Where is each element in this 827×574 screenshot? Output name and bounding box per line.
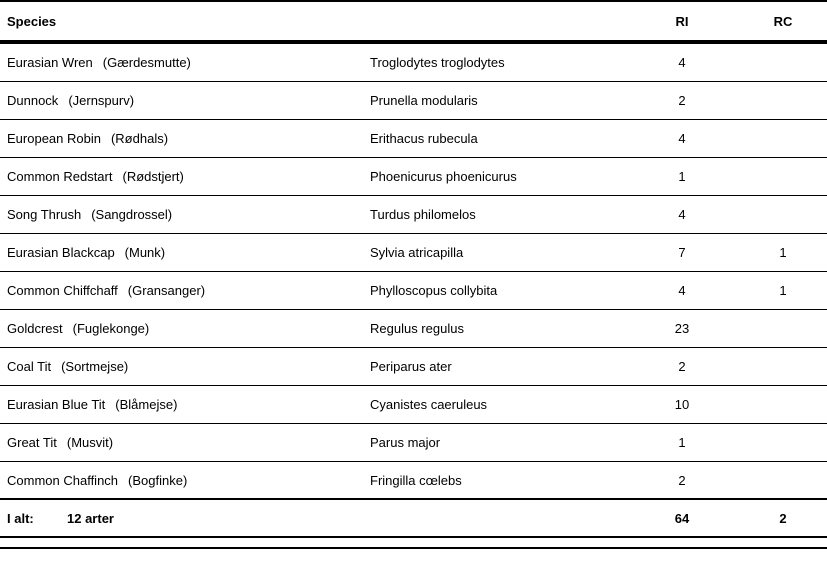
species-danish-name: (Blåmejse)	[115, 397, 178, 412]
total-species-count: 12 arter	[67, 510, 114, 526]
total-rc-value: 2	[779, 510, 787, 526]
species-danish-name: (Rødstjert)	[122, 169, 184, 184]
ri-value: 4	[678, 55, 686, 70]
species-name-cell	[0, 131, 370, 146]
species-latin-name: Periparus ater	[370, 359, 452, 374]
total-row	[0, 500, 827, 538]
species-english-name: Eurasian Wren	[7, 55, 93, 70]
species-english-name: Common Chiffchaff	[7, 283, 118, 298]
ri-value: 10	[674, 397, 690, 412]
species-danish-name: (Munk)	[124, 245, 166, 260]
species-english-name: Goldcrest	[7, 321, 63, 336]
bottom-border-line	[0, 547, 827, 549]
table-row	[0, 82, 827, 120]
species-latin-name: Phylloscopus collybita	[370, 283, 498, 298]
species-danish-name: (Rødhals)	[110, 131, 169, 146]
species-danish-name: (Fuglekonge)	[72, 321, 150, 336]
species-english-name: Dunnock	[7, 93, 59, 108]
species-english-name: Eurasian Blue Tit	[7, 397, 106, 412]
species-danish-name: (Gærdesmutte)	[102, 55, 191, 70]
ri-value: 1	[678, 435, 686, 450]
species-latin-name: Regulus regulus	[370, 321, 464, 336]
species-english-name: Great Tit	[7, 435, 57, 450]
table-row	[0, 158, 827, 196]
total-label: I alt:	[7, 510, 34, 526]
rc-value: 1	[779, 283, 787, 298]
species-danish-name: (Musvit)	[66, 435, 114, 450]
table-row	[0, 272, 827, 310]
species-name-cell	[0, 397, 370, 412]
rc-value: 1	[779, 245, 787, 260]
ri-value: 4	[678, 207, 686, 222]
species-english-name: Common Chaffinch	[7, 472, 119, 488]
table-row	[0, 196, 827, 234]
table-row	[0, 234, 827, 272]
species-name-cell	[0, 321, 370, 336]
ri-value: 4	[678, 283, 686, 298]
ri-value: 2	[678, 359, 686, 374]
species-name-cell	[0, 169, 370, 184]
species-name-cell	[0, 207, 370, 222]
species-danish-name: (Bogfinke)	[128, 472, 188, 488]
ri-value: 23	[674, 321, 690, 336]
column-header-rc: RC	[773, 13, 793, 29]
species-danish-name: (Gransanger)	[127, 283, 206, 298]
species-name-cell	[0, 93, 370, 108]
species-latin-name: Prunella modularis	[370, 93, 478, 108]
species-latin-name: Troglodytes troglodytes	[370, 55, 505, 70]
species-latin-name: Sylvia atricapilla	[370, 245, 464, 260]
species-name-cell	[0, 473, 370, 488]
species-danish-name: (Sortmejse)	[61, 359, 129, 374]
species-english-name: European Robin	[7, 131, 101, 146]
column-header-species: Species	[7, 13, 57, 29]
species-name-cell	[0, 55, 370, 70]
species-english-name: Coal Tit	[7, 359, 52, 374]
species-name-cell	[0, 359, 370, 374]
species-english-name: Song Thrush	[7, 207, 82, 222]
table-body	[0, 44, 827, 500]
total-label-cell	[0, 511, 370, 526]
table-row	[0, 44, 827, 82]
total-ri-value: 64	[674, 510, 690, 526]
species-latin-name: Erithacus rubecula	[370, 131, 478, 146]
table-row	[0, 120, 827, 158]
table-row	[0, 348, 827, 386]
table-header-row	[0, 2, 827, 44]
species-name-cell	[0, 283, 370, 298]
ri-value: 1	[678, 169, 686, 184]
species-name-cell	[0, 435, 370, 450]
table-row	[0, 386, 827, 424]
table-row	[0, 310, 827, 348]
ri-value: 2	[678, 472, 686, 488]
table-row	[0, 424, 827, 462]
table-row	[0, 462, 827, 500]
column-header-ri: RI	[675, 13, 689, 29]
species-latin-name: Turdus philomelos	[370, 207, 476, 222]
species-latin-name: Cyanistes caeruleus	[370, 397, 488, 412]
species-danish-name: (Sangdrossel)	[91, 207, 173, 222]
species-latin-name: Phoenicurus phoenicurus	[370, 169, 517, 184]
species-name-cell	[0, 245, 370, 260]
ri-value: 2	[678, 93, 686, 108]
species-english-name: Common Redstart	[7, 169, 113, 184]
ri-value: 4	[678, 131, 686, 146]
species-english-name: Eurasian Blackcap	[7, 245, 115, 260]
ri-value: 7	[678, 245, 686, 260]
species-danish-name: (Jernspurv)	[68, 93, 135, 108]
species-latin-name: Fringilla cœlebs	[370, 472, 462, 488]
species-latin-name: Parus major	[370, 435, 441, 450]
